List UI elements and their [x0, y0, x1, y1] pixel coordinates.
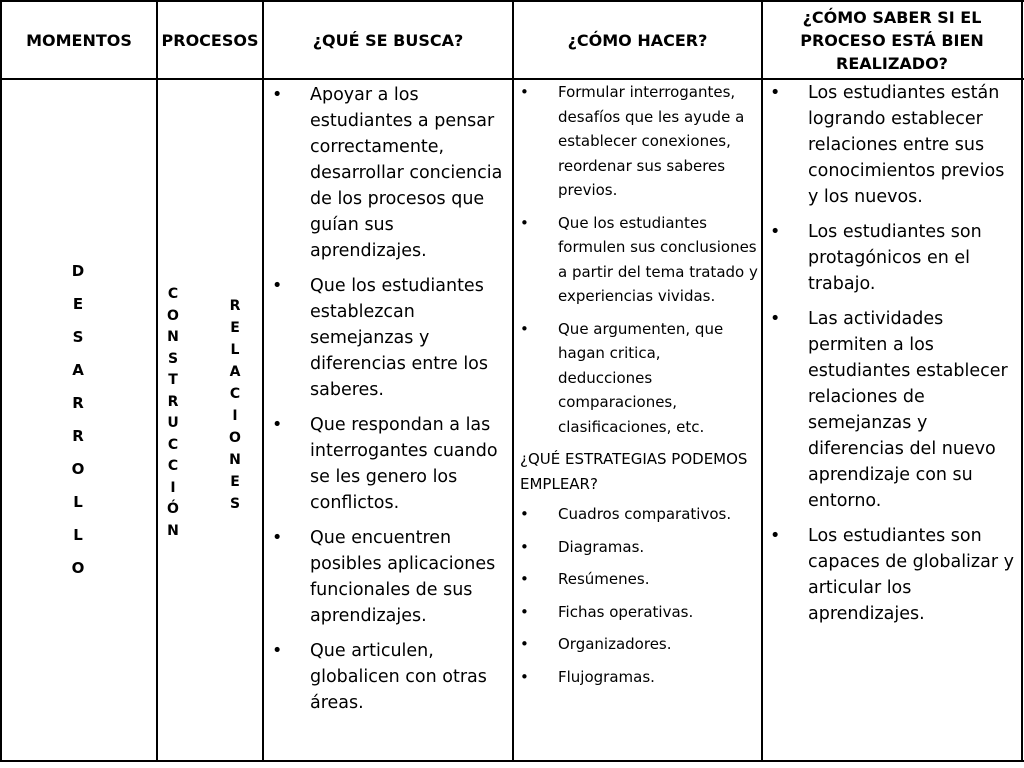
proceso-letter: T	[168, 372, 178, 388]
column-divider	[262, 0, 264, 762]
momento-letter: L	[73, 526, 83, 544]
momento-letter: S	[72, 328, 84, 346]
como-hacer-list	[520, 80, 758, 439]
momento-letter: O	[71, 460, 85, 478]
header-como-hacer: ¿CÓMO HACER?	[567, 30, 708, 50]
list-item: • Flujogramas.	[520, 665, 758, 690]
proceso-letter: N	[229, 452, 241, 468]
estrategias-title: ¿QUÉ ESTRATEGIAS PODEMOS EMPLEAR?	[520, 450, 748, 493]
proceso-letter: C	[167, 436, 179, 453]
header-momentos: MOMENTOS	[26, 30, 132, 50]
proceso-letter: E	[230, 320, 240, 336]
momento-letter: L	[73, 493, 83, 511]
que-busca-list	[272, 82, 504, 725]
proceso-letter: Ó	[167, 501, 179, 517]
momento-letter: D	[71, 262, 85, 280]
proceso-letter: N	[167, 329, 179, 345]
header-como-saber-line: PROCESO ESTÁ BIEN	[800, 30, 984, 50]
column-divider	[761, 0, 763, 762]
list-item: • Los estudiantes son capaces de globalizar y articular los aprendizajes.	[770, 523, 1020, 627]
momento-letter: O	[71, 559, 85, 577]
list-item: • Las actividades permiten a los estudiantes establecer relaciones de semejanzas y diferencias del nuevo aprendizaje con su entorno.	[770, 306, 1020, 514]
estrategias-list	[520, 502, 758, 689]
proceso-construccion	[166, 286, 180, 544]
como-saber-list	[770, 80, 1020, 636]
momento-desarrollo	[70, 262, 86, 592]
momento-letter: R	[72, 394, 84, 412]
momento-letter: R	[72, 427, 84, 445]
table-border-left	[0, 0, 2, 762]
proceso-letter: E	[230, 474, 240, 490]
table-border-right	[1021, 0, 1023, 762]
header-como-saber-line: REALIZADO?	[836, 53, 948, 73]
proceso-letter: S	[167, 350, 179, 367]
proceso-letter: A	[229, 364, 241, 380]
list-item: • Que articulen, globalicen con otras áreas.	[272, 638, 504, 716]
proceso-letter: O	[167, 307, 179, 324]
list-item: • Organizadores.	[520, 632, 758, 657]
list-item: • Que los estudiantes establezcan semejanzas y diferencias entre los saberes.	[272, 273, 504, 403]
column-divider	[512, 0, 514, 762]
header-como-saber	[763, 2, 1021, 78]
momento-letter: E	[72, 295, 84, 313]
column-divider	[156, 0, 158, 762]
list-item: • Los estudiantes son protagónicos en el trabajo.	[770, 219, 1020, 297]
proceso-letter: C	[229, 386, 241, 402]
header-que-se-busca: ¿QUÉ SE BUSCA?	[312, 30, 464, 50]
list-item: • Que los estudiantes formulen sus conclusiones a partir del tema tratado y experiencias vividas.	[520, 211, 758, 309]
momento-letter: A	[72, 361, 84, 379]
proceso-letter: S	[229, 496, 241, 512]
list-item: • Que encuentren posibles aplicaciones funcionales de sus aprendizajes.	[272, 525, 504, 629]
list-item: • Resúmenes.	[520, 567, 758, 592]
proceso-letter: I	[232, 408, 238, 424]
list-item: • Que argumenten, que hagan critica, deducciones comparaciones, clasificaciones, etc.	[520, 317, 758, 440]
list-item: • Fichas operativas.	[520, 600, 758, 625]
proceso-letter: R	[167, 393, 179, 410]
list-item: • Cuadros comparativos.	[520, 502, 758, 527]
proceso-letter: I	[170, 479, 176, 496]
list-item: • Los estudiantes están logrando establecer relaciones entre sus conocimientos previos y los nuevos.	[770, 80, 1020, 210]
proceso-letter: O	[229, 430, 241, 446]
list-item: • Formular interrogantes, desafíos que les ayude a establecer conexiones, reordenar sus saberes previos.	[520, 80, 758, 203]
list-item: • Diagramas.	[520, 535, 758, 560]
list-item: • Que respondan a las interrogantes cuando se les genero los conflictos.	[272, 412, 504, 516]
como-hacer-cell	[520, 80, 758, 697]
proceso-letter: U	[167, 415, 179, 431]
proceso-letter: N	[167, 522, 179, 539]
proceso-letter: L	[230, 342, 240, 358]
proceso-letter: C	[167, 458, 179, 474]
list-item: • Apoyar a los estudiantes a pensar correctamente, desarrollar conciencia de los procesos que guían sus aprendizajes.	[272, 82, 504, 264]
header-procesos: PROCESOS	[161, 30, 259, 50]
header-como-saber-line: ¿CÓMO SABER SI EL	[802, 7, 982, 27]
proceso-letter: R	[229, 298, 241, 314]
proceso-relaciones	[228, 298, 242, 518]
proceso-letter: C	[167, 286, 179, 302]
